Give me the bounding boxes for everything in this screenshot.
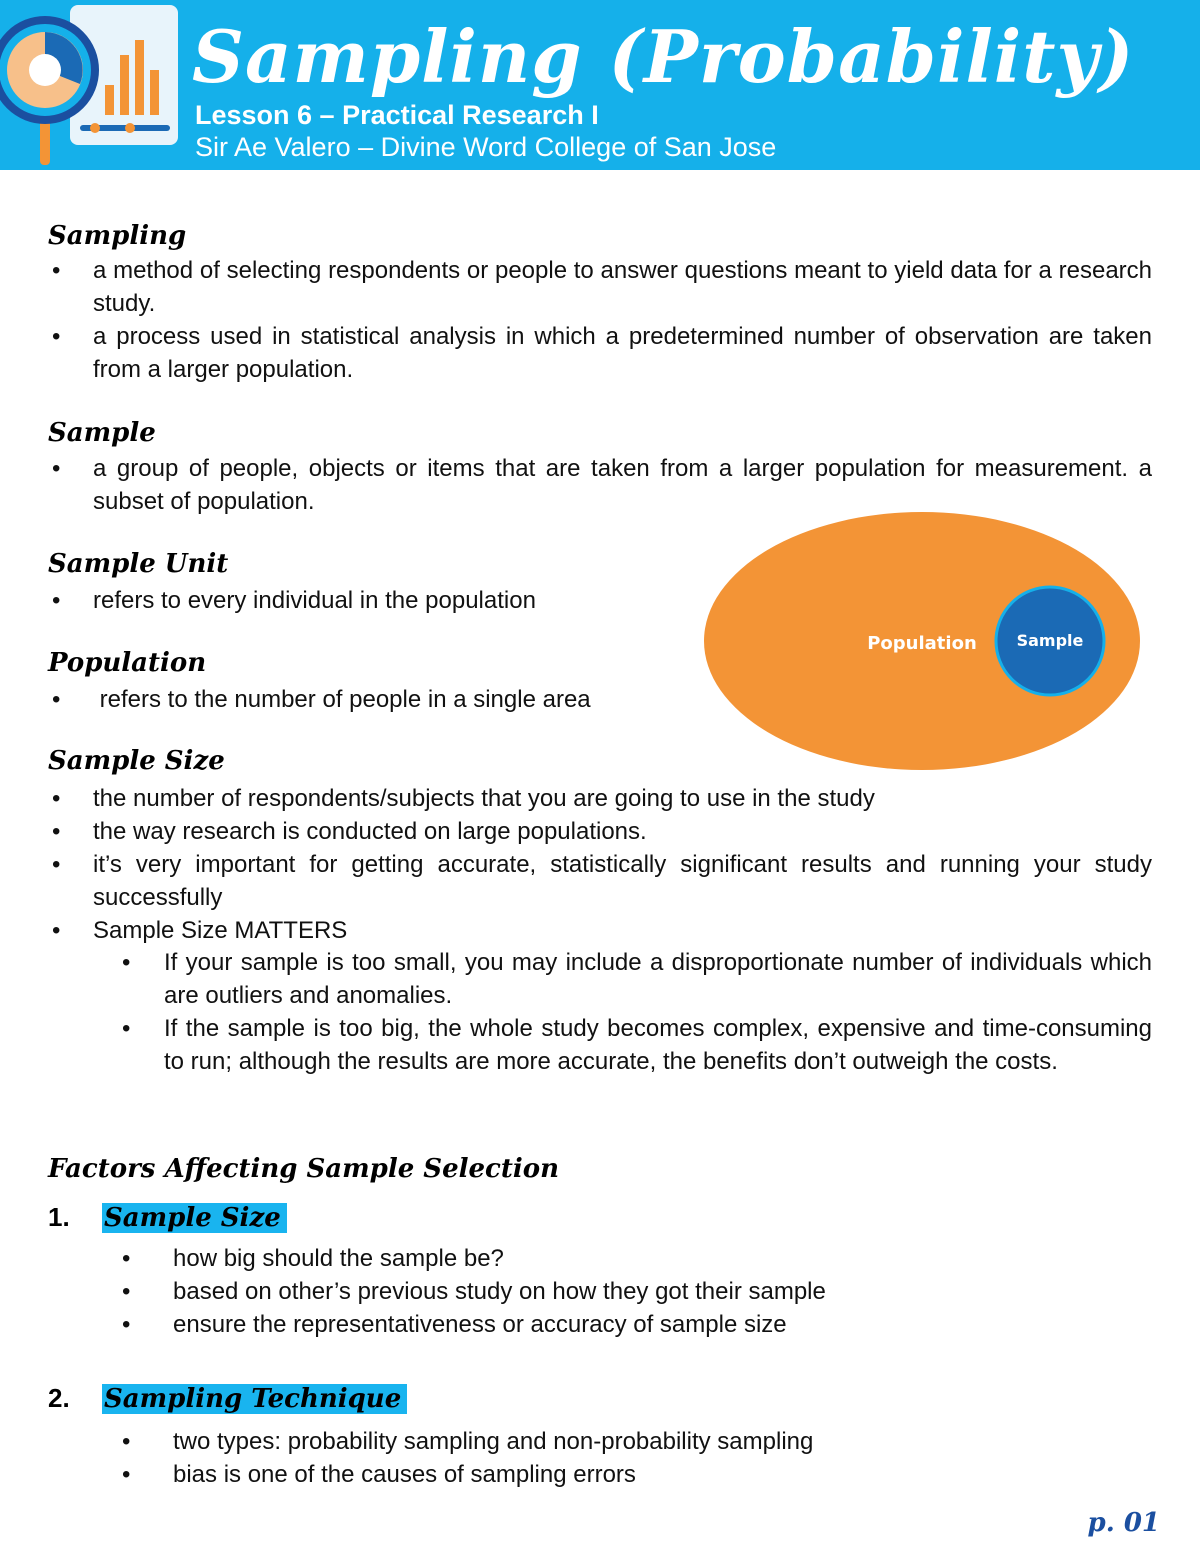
list-item: • refers to the number of people in a single area xyxy=(48,683,688,716)
factor-1-list xyxy=(118,1242,1118,1341)
list-item: • the way research is conducted on large populations. xyxy=(48,815,1152,848)
population-list xyxy=(48,683,688,716)
list-item: • ensure the representativeness or accuracy of sample size xyxy=(118,1308,1118,1341)
factor-number: 1. xyxy=(48,1202,70,1232)
sample-size-list xyxy=(48,782,1152,947)
list-item: • two types: probability sampling and non-probability sampling xyxy=(118,1425,1118,1458)
list-item: • how big should the sample be? xyxy=(118,1242,1118,1275)
factor-number: 2. xyxy=(48,1383,70,1413)
list-item: • Sample Size MATTERS xyxy=(48,914,1152,947)
factor-1-heading xyxy=(48,1195,287,1239)
factor-2-list xyxy=(118,1425,1118,1491)
sampling-list xyxy=(48,254,1152,386)
heading-sample-size: Sample Size xyxy=(48,746,225,776)
document-title: Sampling (Probability) xyxy=(192,14,1135,99)
list-item: • a process used in statistical analysis in which a predetermined number of observation are taken from a larger population. xyxy=(48,320,1152,386)
header-banner xyxy=(0,0,1200,170)
list-item: • a group of people, objects or items that are taken from a larger population for measurement. a subset of population. xyxy=(48,452,1152,518)
list-item: • based on other’s previous study on how they got their sample xyxy=(118,1275,1118,1308)
factor-title: Sample Size xyxy=(102,1203,287,1233)
population-sample-diagram xyxy=(700,508,1150,776)
magnifier-chart-icon xyxy=(0,0,185,170)
factor-2-heading xyxy=(48,1376,407,1420)
heading-factors: Factors Affecting Sample Selection xyxy=(48,1154,560,1184)
sample-unit-list xyxy=(48,584,688,617)
sample-label: Sample xyxy=(1016,631,1084,650)
heading-population: Population xyxy=(48,648,207,678)
heading-sample: Sample xyxy=(48,418,156,448)
page-number: p. 01 xyxy=(1087,1508,1160,1538)
factor-title: Sampling Technique xyxy=(102,1384,407,1414)
list-item: • bias is one of the causes of sampling errors xyxy=(118,1458,1118,1491)
lesson-subtitle: Lesson 6 – Practical Research I xyxy=(195,100,599,130)
teacher-line: Sir Ae Valero – Divine Word College of San Jose xyxy=(195,132,777,162)
list-item: • the number of respondents/subjects that you are going to use in the study xyxy=(48,782,1152,815)
heading-sampling: Sampling xyxy=(48,221,187,251)
list-item: • If the sample is too big, the whole study becomes complex, expensive and time-consuming to run; although the results are more accurate, the benefits don’t outweigh the costs. xyxy=(118,1012,1152,1078)
list-item: • If your sample is too small, you may include a disproportionate number of individuals which are outliers and anomalies. xyxy=(118,946,1152,1012)
heading-sample-unit: Sample Unit xyxy=(48,549,229,579)
list-item: • a method of selecting respondents or people to answer questions meant to yield data for a research study. xyxy=(48,254,1152,320)
list-item: • it’s very important for getting accurate, statistically significant results and running your study successfully xyxy=(48,848,1152,914)
sample-size-sublist xyxy=(118,946,1152,1078)
population-label: Population xyxy=(867,633,977,654)
list-item: • refers to every individual in the population xyxy=(48,584,688,617)
